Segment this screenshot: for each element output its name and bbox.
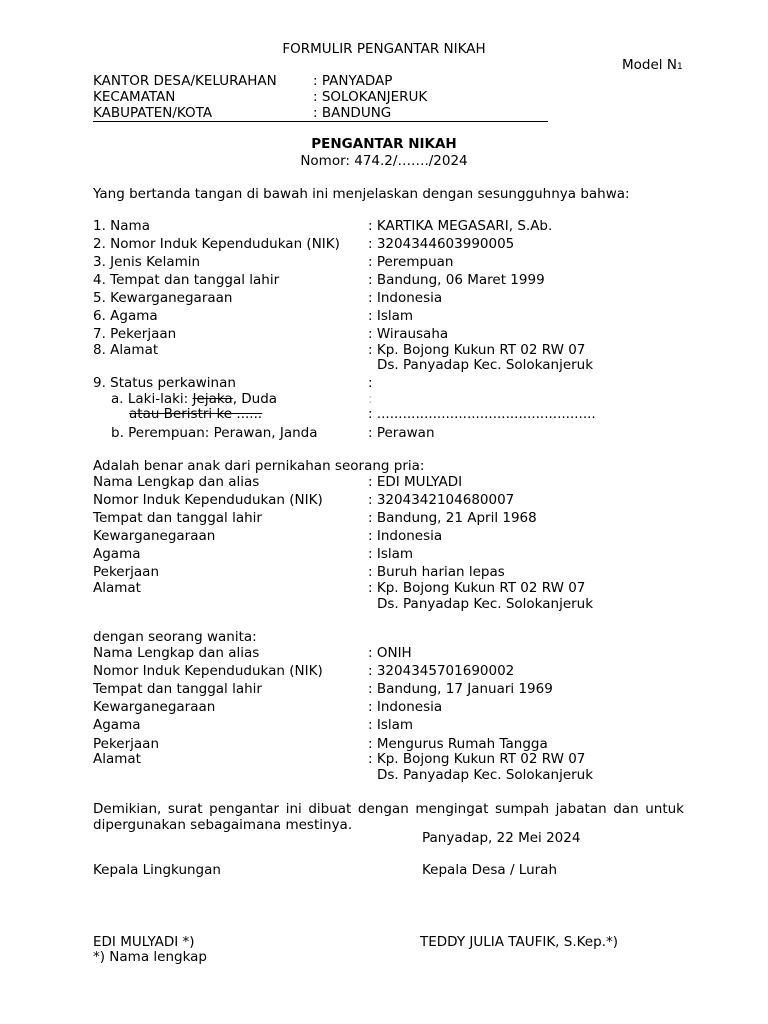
father-label: Nama Lengkap dan alias [93, 474, 260, 490]
mother-label: Agama [93, 717, 141, 733]
father-label: Tempat dan tanggal lahir [93, 510, 262, 526]
subject-value: : Wirausaha [368, 326, 449, 342]
father-address-line1: : Kp. Bojong Kukun RT 02 RW 07 [368, 580, 586, 596]
subject-address-label: 8. Alamat [93, 342, 159, 358]
subject-address-line2: Ds. Panyadap Kec. Solokanjeruk [377, 357, 594, 373]
father-address-line2: Ds. Panyadap Kec. Solokanjeruk [377, 596, 594, 612]
marital-male-option: , Duda [232, 391, 278, 407]
model-label-subscript: 1 [676, 62, 683, 72]
mother-value: : Mengurus Rumah Tangga [368, 736, 548, 752]
mother-value: : Islam [368, 717, 414, 733]
father-value: : 3204342104680007 [368, 492, 515, 508]
marital-female-value: : Perawan [368, 425, 435, 441]
father-intro: Adalah benar anak dari pernikahan seorang pria: [93, 458, 425, 474]
office-label-regency: KABUPATEN/KOTA [93, 105, 213, 121]
mother-intro: dengan seorang wanita: [93, 629, 257, 645]
subject-label: 3. Jenis Kelamin [93, 254, 201, 270]
footnote: *) Nama lengkap [93, 949, 207, 965]
subject-label: 5. Kewarganegaraan [93, 290, 233, 306]
office-value-village: : PANYADAP [313, 73, 393, 89]
subject-label: 2. Nomor Induk Kependudukan (NIK) [93, 236, 340, 252]
marital-male-struck-option: atau Beristri ke ...... [129, 406, 263, 422]
marital-male-prefix: a. Laki-laki: [111, 391, 193, 407]
subject-address-line1: : Kp. Bojong Kukun RT 02 RW 07 [368, 342, 586, 358]
marital-female-label: b. Perempuan: Perawan, Janda [111, 425, 318, 441]
signature-left-title: Kepala Lingkungan [93, 862, 221, 878]
model-label-text: Model N [622, 57, 677, 73]
letter-intro: Yang bertanda tangan di bawah ini menjelaskan dengan sesungguhnya bahwa: [93, 186, 630, 202]
father-value: : Islam [368, 546, 414, 562]
place-date: Panyadap, 22 Mei 2024 [422, 830, 581, 846]
mother-label: Nomor Induk Kependudukan (NIK) [93, 663, 323, 679]
father-value: : Indonesia [368, 528, 443, 544]
office-label-district: KECAMATAN [93, 89, 176, 105]
subject-value: : KARTIKA MEGASARI, S.Ab. [368, 218, 553, 234]
marital-male-colon: : [368, 391, 373, 407]
father-value: : EDI MULYADI [368, 474, 463, 490]
mother-label: Tempat dan tanggal lahir [93, 681, 262, 697]
father-label: Nomor Induk Kependudukan (NIK) [93, 492, 323, 508]
subject-value: : 3204344603990005 [368, 236, 515, 252]
office-value-regency: : BANDUNG [313, 105, 392, 121]
marital-status-colon: : [368, 375, 373, 391]
marital-status-label: 9. Status perkawinan [93, 375, 236, 391]
office-label-village: KANTOR DESA/KELURAHAN [93, 73, 277, 89]
mother-value: : Bandung, 17 Januari 1969 [368, 681, 553, 697]
subject-label: 6. Agama [93, 308, 158, 324]
signature-left-name: EDI MULYADI *) [93, 934, 195, 950]
subject-value: : Perempuan [368, 254, 454, 270]
subject-value: : Indonesia [368, 290, 443, 306]
signature-right-title: Kepala Desa / Lurah [422, 862, 557, 878]
subject-label: 1. Nama [93, 218, 150, 234]
letter-title: PENGANTAR NIKAH [311, 136, 457, 152]
model-label [622, 59, 683, 73]
father-value: : Bandung, 21 April 1968 [368, 510, 537, 526]
father-label: Pekerjaan [93, 564, 160, 580]
mother-value: : Indonesia [368, 699, 443, 715]
marital-male-options [111, 393, 277, 407]
father-address-label: Alamat [93, 580, 141, 596]
office-value-district: : SOLOKANJERUK [313, 89, 428, 105]
mother-address-line1: : Kp. Bojong Kukun RT 02 RW 07 [368, 751, 586, 767]
letter-number: Nomor: 474.2/……./2024 [300, 153, 468, 169]
signature-right-name: TEDDY JULIA TAUFIK, S.Kep.*) [420, 934, 618, 950]
marital-male-value: : ................................................... [368, 406, 596, 422]
mother-address-label: Alamat [93, 751, 141, 767]
closing-paragraph: Demikian, surat pengantar ini dibuat dengan mengingat sumpah jabatan dan untuk dipergunakan sebagaimana mestinya. [93, 801, 684, 833]
mother-value: : 3204345701690002 [368, 663, 515, 679]
father-label: Kewarganegaraan [93, 528, 216, 544]
subject-value: : Bandung, 06 Maret 1999 [368, 272, 545, 288]
mother-value: : ONIH [368, 645, 412, 661]
subject-label: 7. Pekerjaan [93, 326, 177, 342]
mother-label: Nama Lengkap dan alias [93, 645, 260, 661]
header-divider [93, 121, 548, 122]
mother-address-line2: Ds. Panyadap Kec. Solokanjeruk [377, 767, 594, 783]
mother-label: Pekerjaan [93, 736, 160, 752]
marital-male-struck-option: Jejaka [192, 391, 233, 407]
father-label: Agama [93, 546, 141, 562]
mother-label: Kewarganegaraan [93, 699, 216, 715]
form-title: FORMULIR PENGANTAR NIKAH [282, 41, 486, 57]
father-value: : Buruh harian lepas [368, 564, 505, 580]
subject-label: 4. Tempat dan tanggal lahir [93, 272, 280, 288]
subject-value: : Islam [368, 308, 414, 324]
